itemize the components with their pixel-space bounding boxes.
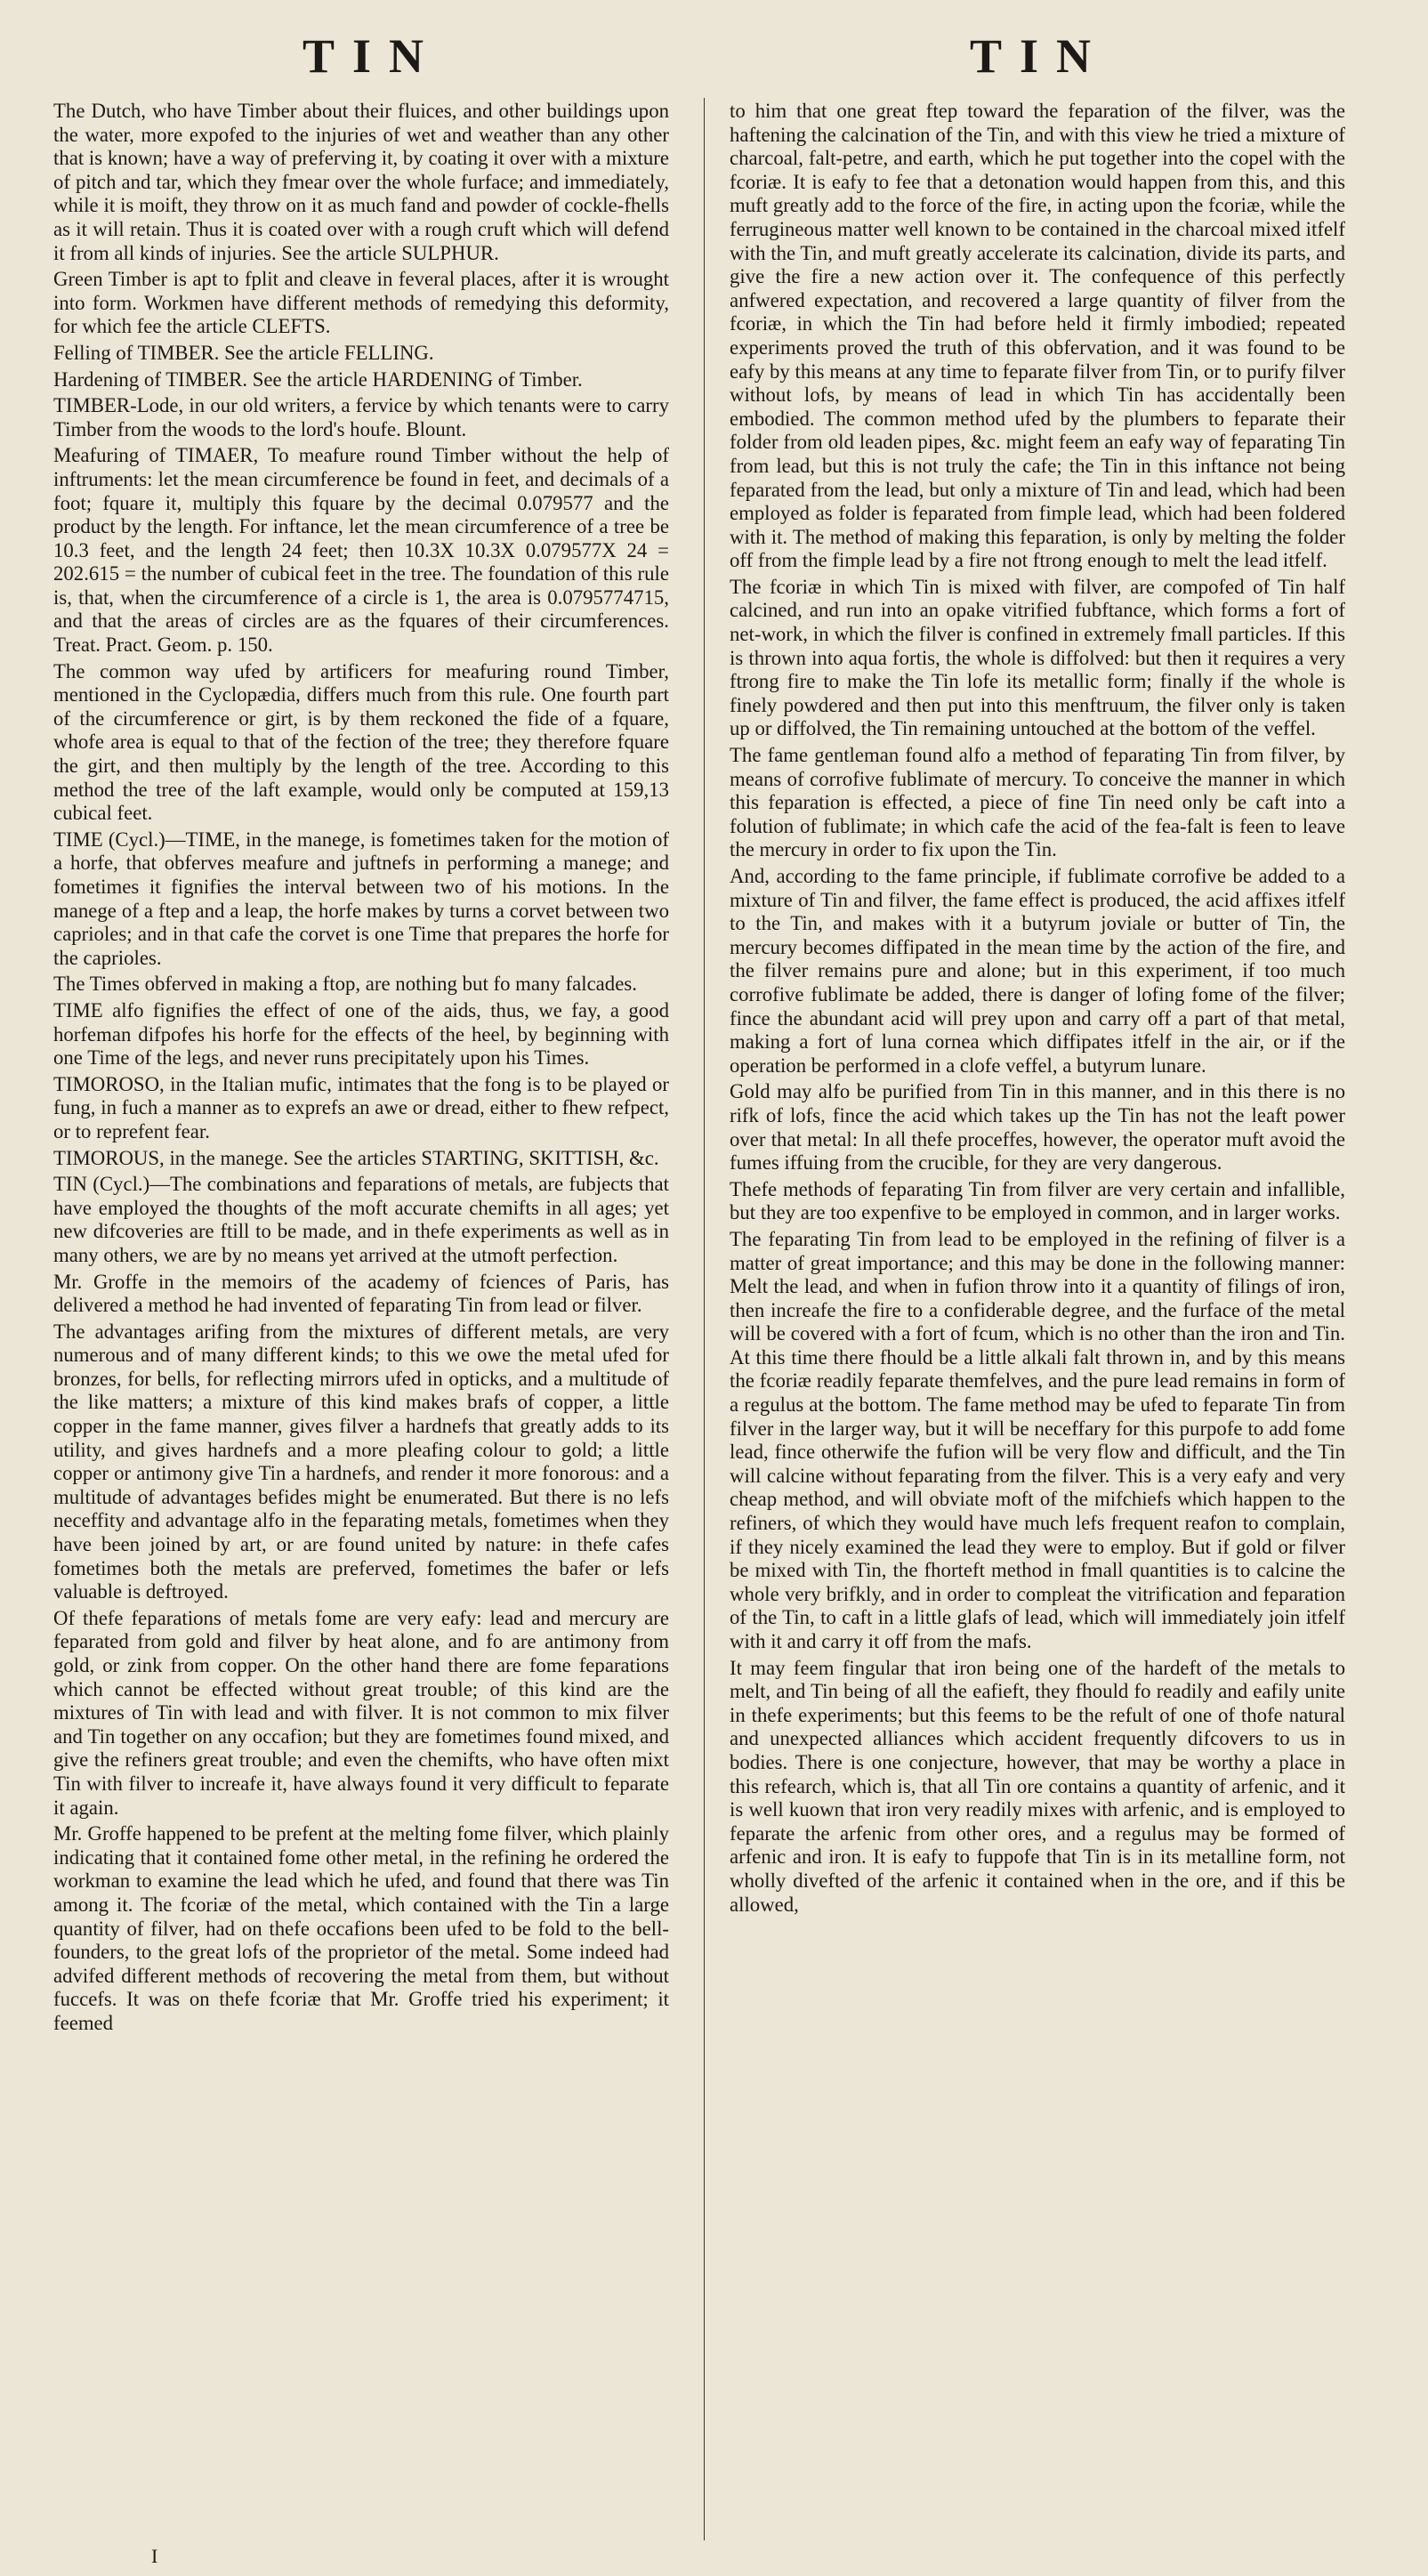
left-column <box>53 100 669 2039</box>
paragraph: Thefe methods of feparating Tin from filver are very certain and infallible, but they are too expenfive to be employed in common, and in larger works. <box>730 1177 1345 1224</box>
paragraph: TIMOROSO, in the Italian mufic, intimates that the fong is to be played or fung, in fuch a manner as to exprefs an awe or dread, either to fhew refpect, or to reprefent fear. <box>53 1072 669 1143</box>
running-head-left: TIN <box>303 29 442 83</box>
paragraph: The feparating Tin from lead to be employed in the refining of filver is a matter of great importance; and this may be done in the following manner: Melt the lead, and when in fufion throw into it a quantity of filings of iron, then increafe the fire to a confiderable degree, and the furface of the metal will be covered with a fort of fcum, which is no other than the iron and Tin. At this time there fhould be a little alkali falt thrown in, and by this means the fcoriæ readily feparate themfelves, and the pure lead remains in form of a regulus at the bottom. The fame method may be ufed to feparate Tin from filver in the larger way, but it will be neceffary for this purpofe to add fome lead, fince otherwife the fufion will be very flow and difficult, and the Tin will calcine without feparating from the filver. This is a very eafy and very cheap method, and will obviate moft of the mifchiefs which happen to the refiners, of which they would have much lefs frequent reafon to complain, if they nicely examined the lead they were to employ. But if gold or filver be mixed with Tin, the fhorteft method in fmall quantities is to calcine the whole very brifkly, and in order to compleat the vitrification and feparation of the Tin, to caft in a little glafs of lead, which will immediately join itfelf with it and carry it off from the mafs. <box>730 1227 1345 1652</box>
paragraph: The Dutch, who have Timber about their fluices, and other buildings upon the water, more expofed to the injuries of wet and weather than any other that is known; have a way of preferving it, by coating it over with a mixture of pitch and tar, which they fmear over the whole furface; and immediately, while it is moift, they throw on it as much fand and powder of cockle-fhells as it will retain. Thus it is coated over with a rough cruft which will defend it from all kinds of injuries. See the article SULPHUR. <box>53 100 669 264</box>
paragraph: to him that one great ftep toward the feparation of the filver, was the haftening the calcination of the Tin, and with this view he tried a mixture of charcoal, falt-petre, and earth, which he put together into the copel with the fcoriæ. It is eafy to fee that a detonation would happen from this, and this muft greatly add to the force of the fire, in acting upon the fcoriæ, while the ferrugineous matter well known to be contained in the charcoal mixed itfelf with the Tin, and muft greatly accelerate its calcination, divide its parts, and give the fire a new action over it. The confequence of this perfectly anfwered expectation, and recovered a large quantity of filver from the fcoriæ, in which the Tin had before held it firmly imbodied; repeated experiments proved the truth of this obfervation, and it was found to be eafy by this means at any time to feparate filver from Tin, or to purify filver without lofs, by means of lead in which Tin has accidentally been embodied. The common method ufed by the plumbers to feparate their folder from old leaden pipes, &c. might feem an eafy way of feparating Tin from lead, but this is not truly the cafe; the Tin in this inftance not being feparated from the lead, but only a mixture of Tin and lead, which had been employed as folder is feparated from fimple lead, which had been foldered with it. The method of making this feparation, is only by melting the folder off from the fimple lead by a fire not ftrong enough to melt the lead itfelf. <box>730 100 1345 572</box>
paragraph: Mr. Groffe happened to be prefent at the melting fome filver, which plainly indicating that it contained fome other metal, in the refining he ordered the workman to examine the lead which he ufed, and found that there was Tin among it. The fcoriæ of the metal, which contained with the Tin a large quantity of filver, had on thefe occafions been ufed to be fold to the bell-founders, to the great lofs of the proprietor of the metal. Some indeed had advifed different methods of recovering the metal from them, but without fuccefs. It was on thefe fcoriæ that Mr. Groffe tried his experiment; it feemed <box>53 1822 669 2034</box>
paragraph: And, according to the fame principle, if fublimate corrofive be added to a mixture of Tin and filver, the fame effect is produced, the acid affixes itfelf to the Tin, and makes with it a butyrum joviale or butter of Tin, the mercury becomes diffipated in the mean time by the action of the fire, and the filver remains pure and alone; but in this experiment, if too much corrofive fublimate be added, there is danger of lofing fome of the filver; fince the abundant acid will prey upon and carry off a part of that metal, making a fort of luna cornea which diffipates itfelf in the air, or if the operation be performed in a clofe veffel, a butyrum lunare. <box>730 865 1345 1077</box>
page-header <box>0 25 1428 87</box>
paragraph: The advantages arifing from the mixtures of different metals, are very numerous and of many different kinds; to this we owe the metal ufed for bronzes, for bells, for reflecting mirrors ufed in opticks, and a multitude of the like matters; a mixture of this kind makes brafs of copper, a little copper in the fame manner, gives filver a hardnefs that greatly adds to its utility, and gives hardnefs and a more pleafing colour to gold; a little copper or antimony give Tin a hardnefs, and render it more fonorous: and a multitude of advantages befides might be enumerated. But there is no lefs neceffity and advantage alfo in the feparating metals, fometimes when they have been joined by art, or are found united by nature: in thefe cafes fometimes both the metals are preferved, fometimes the bafer or lefs valuable is deftroyed. <box>53 1320 669 1603</box>
paragraph: TIME alfo fignifies the effect of one of the aids, thus, we fay, a good horfeman difpofes his horfe for the effects of the heel, by beginning with one Time of the legs, and never runs precipitately upon his Times. <box>53 998 669 1070</box>
right-column <box>730 100 1345 1919</box>
paragraph: The fame gentleman found alfo a method of feparating Tin from filver, by means of corrofive fublimate of mercury. To conceive the manner in which this feparation is effected, a piece of fine Tin need only be caft into a folution of fublimate; in which cafe the acid of the fea-falt is feen to leave the mercury in order to fix upon the Tin. <box>730 744 1345 861</box>
paragraph: Meafuring of TIMAER, To meafure round Timber without the help of inftruments: let the mean circumference be found in feet, and decimals of a foot; fquare it, multiply this fquare by the decimal 0.079577 and the product by the length. For inftance, let the mean circumference of a tree be 10.3 feet, and the length 24 feet; then 10.3X 10.3X 0.079577X 24 = 202.615 = the number of cubical feet in the tree. The foundation of this rule is, that, when the circumference of a circle is 1, the area is 0.0795774715, and that the areas of circles are as the fquares of their circumferences. Treat. Pract. Geom. p. 150. <box>53 444 669 657</box>
paragraph: The common way ufed by artificers for meafuring round Timber, mentioned in the Cyclopædia, differs much from this rule. One fourth part of the circumference or girt, is by them reckoned the fide of a fquare, whofe area is equal to that of the fection of the tree; they therefore fquare the girt, and then multiply by the length of the tree. According to this method the tree of the laft example, would only be computed at 159,13 cubical feet. <box>53 659 669 825</box>
paragraph: It may feem fingular that iron being one of the hardeft of the metals to melt, and Tin being of all the eafieft, they fhould fo readily and eafily unite in thefe experiments; but this feems to be the refult of one of thofe natural and unexpected alliances which accident frequently difcovers to us in bodies. There is one conjecture, however, that may be worthy a place in this refearch, which is, that all Tin ore contains a quantity of arfenic, and it is well kuown that iron very readily mixes with arfenic, and is employed to feparate the arfenic from other ores, and a regulus may be formed of arfenic and iron. It is eafy to fuppofe that Tin is in its metalline form, not wholly divefted of the arfenic it contained when in the ore, and if this be allowed, <box>730 1656 1345 1916</box>
page-number: I <box>151 2545 158 2567</box>
paragraph: The fcoriæ in which Tin is mixed with filver, are compofed of Tin half calcined, and run into an opake vitrified fubftance, which forms a fort of net-work, in which the filver is confined in extremely fmall particles. If this is thrown into aqua fortis, the whole is diffolved: but then it requires a very ftrong fire to make the Tin lofe its metallic form; finally if the whole is finely powdered and then put into this menftruum, the filver only is taken up or diffolved, the Tin remaining untouched at the bottom of the veffel. <box>730 575 1345 740</box>
paragraph: TIME (Cycl.)—TIME, in the manege, is fometimes taken for the motion of a horfe, that obferves meafure and juftnefs in performing a manege; and fometimes it fignifies the interval between two of his motions. In the manege of a ftep and a leap, the horfe makes by turns a corvet between two caprioles; and in that cafe the corvet is one Time that prepares the horfe for the caprioles. <box>53 828 669 969</box>
paragraph: Green Timber is apt to fplit and cleave in feveral places, after it is wrought into form. Workmen have different methods of remedying this deformity, for which fee the article CLEFTS. <box>53 268 669 338</box>
paragraph: Gold may alfo be purified from Tin in this manner, and in this there is no rifk of lofs, fince the acid which takes up the Tin has not the leaft power over that metal: In all thefe proceffes, however, the operator muft avoid the fumes iffuing from the crucible, for they are very dangerous. <box>730 1080 1345 1175</box>
paragraph: Mr. Groffe in the memoirs of the academy of fciences of Paris, has delivered a method he had invented of feparating Tin from lead or filver. <box>53 1270 669 1317</box>
running-head-right: TIN <box>970 29 1109 83</box>
paragraph: Of thefe feparations of metals fome are very eafy: lead and mercury are feparated from gold and filver by heat alone, and fo are antimony from gold, or zink from copper. On the other hand there are fome feparations which cannot be effected without great trouble; of this kind are the mixtures of Tin with lead and with filver. It is not common to mix filver and Tin together on any occafion; but they are fometimes found mixed, and give the refiners great trouble; and even the chemifts, who have often mixt Tin with filver to increafe it, have always found it very difficult to feparate it again. <box>53 1606 669 1819</box>
paragraph: TIN (Cycl.)—The combinations and feparations of metals, are fubjects that have employed the thoughts of the moft accurate chemifts in all ages; yet new difcoveries are ftill to be made, and in thefe experiments as well as in many others, we are by no means yet arrived at the utmoft perfection. <box>53 1173 669 1266</box>
paragraph: TIMBER-Lode, in our old writers, a fervice by which tenants were to carry Timber from the woods to the lord's houfe. Blount. <box>53 394 669 440</box>
paragraph: Hardening of TIMBER. See the article HARDENING of Timber. <box>53 367 583 391</box>
paragraph: TIMOROUS, in the manege. See the articles STARTING, SKITTISH, &c. <box>53 1146 659 1169</box>
column-divider <box>704 98 705 2540</box>
paragraph: The Times obferved in making a ftop, are nothing but fo many falcades. <box>53 973 637 996</box>
paragraph: Felling of TIMBER. See the article FELLING. <box>53 341 434 364</box>
